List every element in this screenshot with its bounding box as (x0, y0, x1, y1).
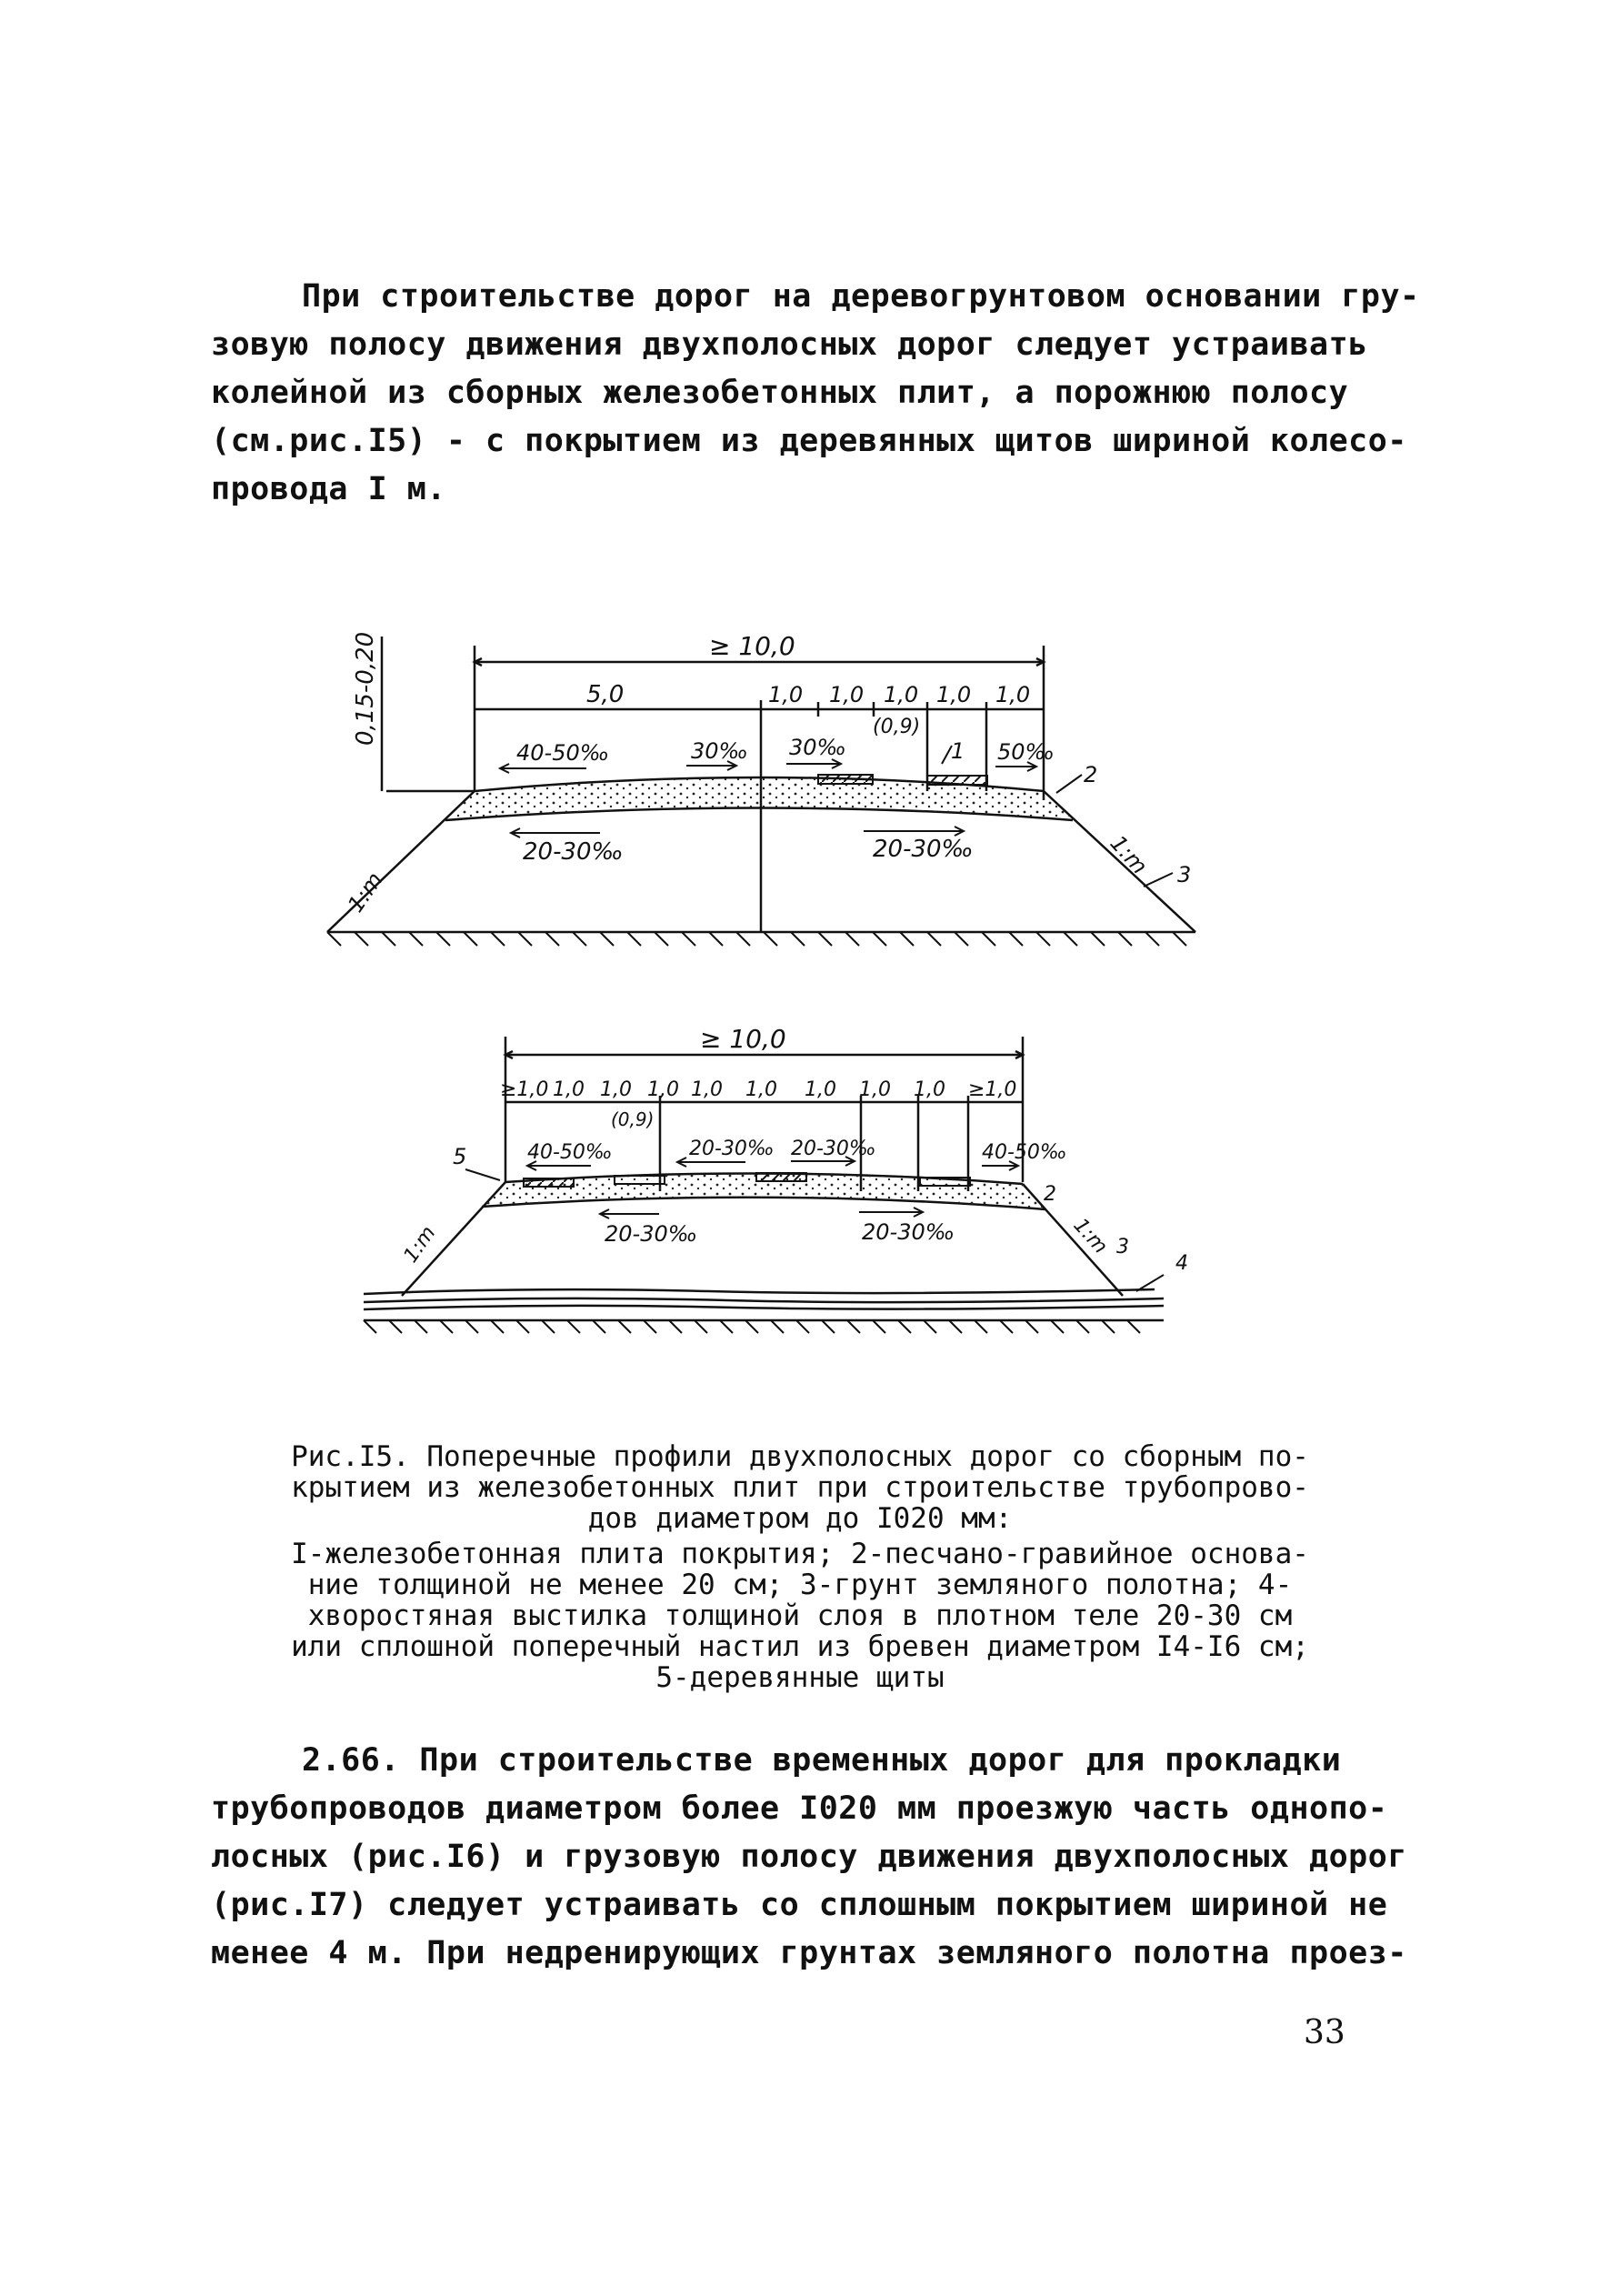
base-slope-right: 20-30‰ (873, 836, 974, 863)
base-slope-left: 20-30‰ (605, 1221, 698, 1247)
paragraph-line: провода I м. (211, 471, 446, 507)
bracket-value: (0,9) (611, 1108, 655, 1130)
width-8: 1,0 (859, 1078, 891, 1101)
right-width-3: 1,0 (884, 682, 919, 707)
bracket-value: (0,9) (873, 716, 921, 738)
width-4: 1,0 (647, 1078, 679, 1101)
slope-3: 20-30‰ (791, 1138, 876, 1160)
slope-right-2: 50‰ (997, 739, 1055, 765)
paragraph-line: лосных (рис.I6) и грузовую полосу движения двухполосных дорог (211, 1839, 1407, 1875)
figure-caption-title (227, 1441, 1373, 1534)
base-slope-left: 20-30‰ (523, 838, 624, 866)
width-7: 1,0 (805, 1078, 836, 1101)
page-number: 33 (1304, 2014, 1345, 2051)
callout-1: 1 (951, 738, 965, 764)
legend-line: I-железобетонная плита покрытия; 2-песчано-гравийное основа- (291, 1538, 1309, 1570)
paragraph-line: 2.66. При строительстве временных дорог для прокладки (302, 1742, 1342, 1779)
callout-2: 2 (1044, 1183, 1056, 1206)
paragraph-1 (211, 273, 1420, 514)
legend-line: ние толщиной не менее 20 см; 3-грунт земляного полотна; 4- (307, 1569, 1293, 1601)
embankment-right: 1:m (1105, 830, 1153, 879)
base-slope-right: 20-30‰ (862, 1219, 955, 1245)
height-range-label: 0,15-0,20 (352, 631, 379, 746)
width-1: ≥1,0 (500, 1078, 549, 1101)
right-width-1: 1,0 (768, 682, 804, 707)
total-width-label: ≥ 10,0 (709, 631, 795, 661)
caption-line: Рис.I5. Поперечные профили двухполосных дорог со сборным по- (291, 1440, 1309, 1473)
callout-3: 3 (1116, 1236, 1129, 1258)
right-width-5: 1,0 (995, 682, 1031, 707)
slope-right-1: 30‰ (789, 735, 846, 760)
slope-2: 20-30‰ (689, 1138, 775, 1160)
caption-line: дов диаметром до I020 мм: (587, 1502, 1013, 1535)
embankment-left: 1:m (342, 867, 388, 917)
width-3: 1,0 (600, 1078, 632, 1101)
callout-3: 3 (1177, 862, 1192, 887)
legend-line: или сплошной поперечный настил из бревен диаметром I4-I6 см; (291, 1630, 1309, 1663)
figure-bottom-cross-section (345, 1018, 1218, 1364)
paragraph-line: При строительстве дорог на деревогрунтовом основании гру- (302, 278, 1420, 315)
paragraph-line: трубопроводов диаметром более I020 мм проезжую часть однопо- (211, 1790, 1388, 1827)
legend-line: хворостяная выстилка толщиной слоя в плотном теле 20-30 см (307, 1599, 1293, 1632)
caption-line: крытием из железобетонных плит при строительстве трубопрово- (291, 1471, 1309, 1504)
figure-top-cross-section (309, 618, 1218, 982)
width-2: 1,0 (553, 1078, 585, 1101)
left-width-label: 5,0 (586, 681, 625, 708)
right-width-2: 1,0 (829, 682, 865, 707)
paragraph-line: колейной из сборных железобетонных плит, а порожнюю полосу (211, 375, 1349, 411)
width-9: 1,0 (914, 1078, 945, 1101)
paragraph-line: (см.рис.I5) - с покрытием из деревянных щитов шириной колесо- (211, 423, 1407, 459)
width-6: 1,0 (745, 1078, 777, 1101)
legend-line: 5-деревянные щиты (655, 1661, 945, 1694)
slope-left-2: 30‰ (691, 738, 748, 764)
slope-1: 40-50‰ (527, 1141, 613, 1164)
right-width-4: 1,0 (936, 682, 972, 707)
slope-4: 40-50‰ (982, 1141, 1067, 1164)
callout-4: 4 (1175, 1252, 1188, 1275)
callout-2: 2 (1084, 762, 1098, 787)
paragraph-line: зовую полосу движения двухполосных дорог следует устраивать (211, 326, 1368, 363)
figure-caption-legend (227, 1539, 1373, 1693)
embankment-right: 1:m (1068, 1214, 1112, 1258)
paragraph-line: (рис.I7) следует устраивать со сплошным покрытием шириной не (211, 1887, 1388, 1923)
paragraph-2 (211, 1737, 1407, 1978)
embankment-left: 1:m (399, 1222, 441, 1268)
width-10: ≥1,0 (968, 1078, 1017, 1101)
total-width-label: ≥ 10,0 (700, 1024, 786, 1054)
paragraph-line: менее 4 м. При недренирующих грунтах земляного полотна проез- (211, 1935, 1407, 1971)
width-5: 1,0 (691, 1078, 723, 1101)
slope-left-1: 40-50‰ (516, 740, 610, 766)
callout-5: 5 (453, 1144, 467, 1169)
